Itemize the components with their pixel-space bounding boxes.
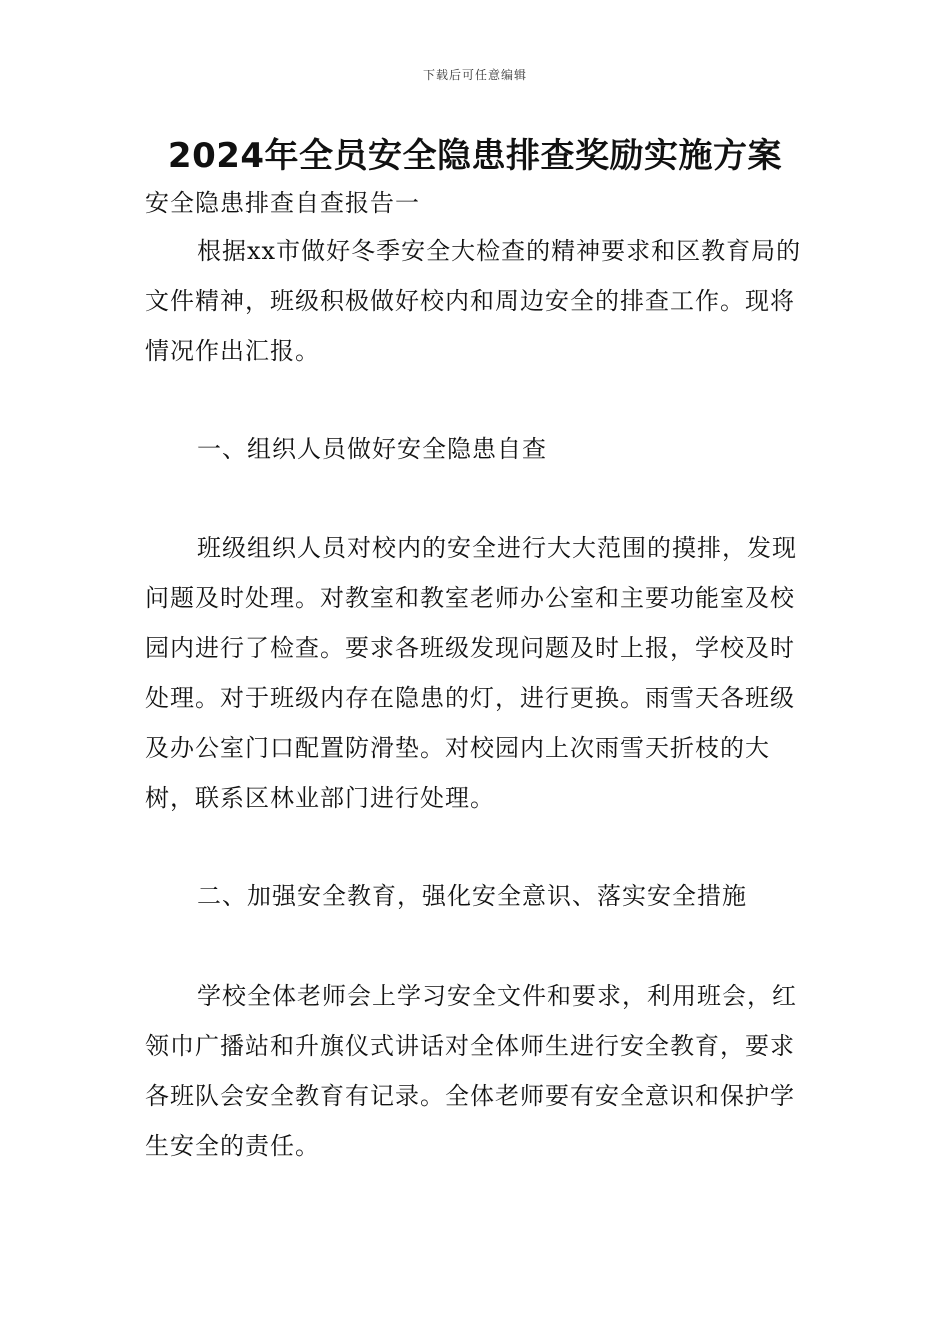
report-subtitle: 安全隐患排查自查报告一 bbox=[145, 189, 420, 217]
section-2-paragraph: 学校全体老师会上学习安全文件和要求，利用班会，红领巾广播站和升旗仪式讲话对全体师生进行安全教育，要求各班队会安全教育有记录。全体老师要有安全意识和保护学生安全的责任。 bbox=[145, 982, 797, 1160]
section-2-heading: 二、加强安全教育，强化安全意识、落实安全措施 bbox=[197, 882, 747, 910]
document-title: 2024年全员安全隐患排查奖励实施方案 bbox=[167, 136, 783, 176]
intro-paragraph: 根据xx市做好冬季安全大检查的精神要求和区教育局的文件精神，班级积极做好校内和周边安全的排查工作。现将情况作出汇报。 bbox=[145, 237, 802, 365]
header-note: 下载后可任意编辑 bbox=[422, 68, 527, 82]
section-1-heading: 一、组织人员做好安全隐患自查 bbox=[197, 435, 547, 463]
section-1-paragraph: 班级组织人员对校内的安全进行大大范围的摸排，发现问题及时处理。对教室和教室老师办公室和主要功能室及校园内进行了检查。要求各班级发现问题及时上报，学校及时处理。对于班级内存在隐患的灯，进行更换。雨雪天各班级及办公室门口配置防滑垫。对校园内上次雨雪天折枝的大树，联系区林业部门进行处理。 bbox=[145, 534, 797, 812]
